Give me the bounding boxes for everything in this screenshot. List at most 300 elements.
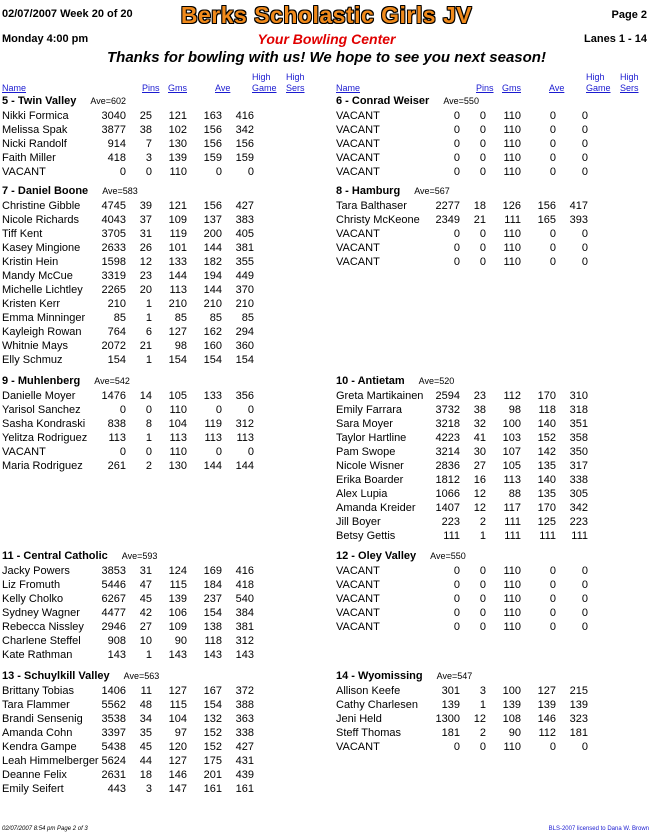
bowler-name: VACANT: [2, 166, 46, 178]
bowler-average: 117: [503, 502, 521, 514]
col-header-games: Gms: [502, 83, 521, 93]
bowler-high-series: 210: [235, 298, 254, 310]
bowler-games: 3: [145, 783, 152, 795]
bowler-average: 111: [504, 516, 521, 528]
col-header-games: Gms: [168, 83, 187, 93]
bowler-high-game: 170: [537, 390, 556, 402]
bowler-name: Pam Swope: [336, 446, 396, 458]
bowler-high-series: 384: [235, 607, 254, 619]
footer-license: BLS-2007 licensed to Dana W. Brown: [548, 826, 649, 832]
bowler-high-series: 0: [581, 593, 588, 605]
bowler-pins: 4477: [101, 607, 126, 619]
bowler-pins: 443: [107, 783, 126, 795]
bowler-name: Whitnie Mays: [2, 340, 69, 352]
bowler-row: [336, 123, 653, 137]
bowler-name: Greta Martikainen: [336, 390, 424, 402]
team-average: Ave=542: [94, 376, 130, 386]
bowler-average: 110: [503, 621, 521, 633]
bowler-row: [2, 740, 322, 754]
bowler-high-game: 237: [203, 593, 222, 605]
bowler-games: 0: [479, 124, 486, 136]
report-date-week: 02/07/2007 Week 20 of 20: [2, 8, 133, 20]
bowler-high-game: 161: [203, 783, 222, 795]
bowler-high-game: 138: [203, 621, 222, 633]
bowler-high-series: 0: [581, 741, 588, 753]
bowler-high-game: 135: [537, 460, 556, 472]
bowler-name: VACANT: [336, 593, 380, 605]
bowler-pins: 1407: [435, 502, 460, 514]
bowler-name: Allison Keefe: [336, 685, 401, 697]
bowler-average: 113: [169, 432, 187, 444]
team-header: [2, 375, 130, 387]
bowler-games: 26: [139, 242, 152, 254]
bowler-average: 105: [168, 390, 187, 402]
bowler-average: 120: [168, 741, 187, 753]
bowler-high-series: 363: [235, 713, 254, 725]
bowler-pins: 2946: [101, 621, 126, 633]
bowler-row: [336, 712, 653, 726]
bowler-games: 21: [473, 214, 486, 226]
bowler-average: 113: [503, 474, 521, 486]
bowler-row: [336, 241, 653, 255]
bowler-high-series: 427: [235, 741, 254, 753]
col-header-high-series: High: [286, 72, 305, 82]
col-header-name: Name: [2, 83, 27, 93]
bowler-high-series: 0: [581, 138, 588, 150]
bowler-name: VACANT: [336, 124, 380, 136]
bowler-pins: 5446: [101, 579, 126, 591]
bowler-high-game: 0: [549, 242, 556, 254]
bowler-row: [336, 592, 653, 606]
bowler-pins: 2072: [101, 340, 126, 352]
bowler-high-series: 294: [235, 326, 254, 338]
bowler-games: 2: [479, 727, 486, 739]
bowler-name: Maria Rodriguez: [2, 460, 83, 472]
bowler-row: [336, 684, 653, 698]
team-name: 13 - Schuylkill Valley: [2, 670, 110, 682]
bowler-pins: 3705: [101, 228, 126, 240]
bowler-row: [2, 578, 322, 592]
bowler-row: [2, 213, 322, 227]
bowler-row: [2, 768, 322, 782]
bowler-name: Tara Balthaser: [336, 200, 407, 212]
bowler-games: 1: [479, 530, 486, 542]
bowler-games: 38: [473, 404, 486, 416]
bowler-pins: 3397: [101, 727, 126, 739]
bowler-high-series: 416: [235, 565, 254, 577]
bowler-high-series: 139: [569, 699, 588, 711]
bowler-high-game: 152: [537, 432, 556, 444]
bowler-high-series: 383: [235, 214, 254, 226]
bowler-average: 110: [169, 166, 187, 178]
team-name: 6 - Conrad Weiser: [336, 95, 430, 107]
bowler-row: [2, 564, 322, 578]
bowler-average: 139: [502, 699, 521, 711]
bowler-name: Amanda Kreider: [336, 502, 416, 514]
bowler-games: 0: [479, 228, 486, 240]
bowler-high-game: 143: [203, 649, 222, 661]
team-header: [336, 95, 479, 107]
bowler-row: [2, 712, 322, 726]
bowler-average: 119: [169, 228, 187, 240]
bowler-row: [2, 137, 322, 151]
bowler-name: Steff Thomas: [336, 727, 402, 739]
bowler-row: [2, 109, 322, 123]
bowler-average: 110: [503, 256, 521, 268]
bowler-games: 0: [479, 166, 486, 178]
bowler-name: VACANT: [336, 110, 380, 122]
bowler-high-game: 152: [203, 741, 222, 753]
bowler-pins: 4745: [101, 200, 126, 212]
bowler-games: 7: [145, 138, 152, 150]
bowler-pins: 0: [453, 607, 460, 619]
bowler-average: 127: [168, 326, 187, 338]
bowler-games: 32: [473, 418, 486, 430]
bowler-high-series: 85: [241, 312, 254, 324]
bowler-name: VACANT: [336, 621, 380, 633]
bowler-games: 20: [139, 284, 152, 296]
bowler-high-series: 356: [235, 390, 254, 402]
bowler-name: Leah Himmelberger: [2, 755, 99, 767]
bowler-pins: 0: [453, 579, 460, 591]
bowler-games: 35: [139, 727, 152, 739]
bowler-games: 48: [139, 699, 152, 711]
bowler-row: [336, 199, 653, 213]
lanes-range: Lanes 1 - 14: [584, 33, 647, 45]
bowler-row: [336, 487, 653, 501]
bowler-pins: 113: [108, 432, 126, 444]
bowler-name: Liz Fromuth: [2, 579, 61, 591]
bowler-high-series: 0: [581, 579, 588, 591]
bowler-average: 90: [174, 635, 187, 647]
bowler-games: 37: [139, 214, 152, 226]
bowler-name: Michelle Lichtley: [2, 284, 83, 296]
bowler-pins: 181: [441, 727, 460, 739]
bowler-high-game: 210: [203, 298, 222, 310]
team-header: [2, 670, 159, 682]
bowler-games: 0: [479, 579, 486, 591]
bowler-row: [336, 459, 653, 473]
bowler-average: 110: [169, 404, 187, 416]
bowler-games: 14: [139, 390, 152, 402]
day-time: Monday 4:00 pm: [2, 33, 89, 45]
bowler-high-series: 388: [235, 699, 254, 711]
bowler-high-series: 358: [569, 432, 588, 444]
bowler-high-game: 159: [203, 152, 222, 164]
bowler-pins: 3040: [101, 110, 126, 122]
bowler-row: [336, 445, 653, 459]
bowler-games: 27: [473, 460, 486, 472]
bowler-average: 109: [168, 621, 187, 633]
bowler-high-series: 405: [235, 228, 254, 240]
bowler-name: VACANT: [336, 565, 380, 577]
bowler-high-game: 119: [204, 418, 222, 430]
bowler-pins: 4043: [101, 214, 126, 226]
bowler-high-series: 113: [236, 432, 254, 444]
bowler-high-game: 0: [549, 621, 556, 633]
bowler-high-series: 0: [581, 152, 588, 164]
bowler-games: 31: [139, 565, 152, 577]
bowler-games: 0: [145, 166, 152, 178]
bowler-games: 0: [479, 593, 486, 605]
bowler-high-series: 0: [247, 404, 254, 416]
col-header-high-game: Game: [252, 83, 277, 93]
bowler-name: VACANT: [336, 166, 380, 178]
bowler-games: 1: [145, 649, 152, 661]
bowler-pins: 0: [453, 124, 460, 136]
bowler-high-series: 317: [569, 460, 588, 472]
bowler-pins: 2349: [435, 214, 460, 226]
bowler-high-game: 127: [537, 685, 556, 697]
bowler-games: 0: [479, 152, 486, 164]
col-header-average: Ave: [549, 83, 565, 93]
bowler-high-game: 156: [537, 200, 556, 212]
bowler-high-game: 118: [204, 635, 222, 647]
bowler-average: 112: [503, 390, 521, 402]
col-header-pins: Pins: [142, 83, 160, 93]
bowler-row: [2, 389, 322, 403]
bowler-row: [336, 606, 653, 620]
bowler-high-series: 143: [235, 649, 254, 661]
bowler-row: [2, 431, 322, 445]
bowler-high-game: 163: [203, 110, 222, 122]
bowler-high-series: 350: [569, 446, 588, 458]
bowler-average: 124: [168, 565, 187, 577]
bowler-high-game: 182: [203, 256, 222, 268]
col-header-high-series: Sers: [286, 83, 305, 93]
team-average: Ave=583: [102, 186, 138, 196]
bowler-high-game: 0: [549, 228, 556, 240]
bowler-name: Cathy Charlesen: [336, 699, 418, 711]
bowler-name: Sara Moyer: [336, 418, 393, 430]
bowler-high-game: 0: [549, 607, 556, 619]
bowler-pins: 301: [441, 685, 460, 697]
bowler-pins: 838: [107, 418, 126, 430]
bowler-pins: 143: [107, 649, 126, 661]
bowler-high-series: 156: [235, 138, 254, 150]
bowler-pins: 111: [443, 530, 460, 542]
bowler-name: Kendra Gampe: [2, 741, 77, 753]
bowler-games: 42: [139, 607, 152, 619]
bowler-games: 12: [473, 713, 486, 725]
team-header: [2, 185, 138, 197]
bowler-high-game: 135: [537, 488, 556, 500]
bowler-row: [2, 754, 322, 768]
bowler-name: Nicole Wisner: [336, 460, 404, 472]
bowler-row: [2, 634, 322, 648]
bowler-high-game: 154: [203, 607, 222, 619]
bowler-high-game: 152: [203, 727, 222, 739]
bowler-high-game: 112: [538, 727, 556, 739]
bowler-pins: 0: [453, 565, 460, 577]
bowler-high-series: 312: [235, 635, 254, 647]
bowler-high-series: 417: [569, 200, 588, 212]
bowler-high-series: 154: [235, 354, 254, 366]
bowler-name: Kelly Cholko: [2, 593, 64, 605]
bowler-average: 146: [168, 769, 187, 781]
bowler-high-series: 393: [569, 214, 588, 226]
bowler-name: Alex Lupia: [336, 488, 388, 500]
bowler-row: [2, 698, 322, 712]
bowler-pins: 210: [107, 298, 126, 310]
bowler-name: Betsy Gettis: [336, 530, 396, 542]
bowler-high-series: 338: [569, 474, 588, 486]
bowler-average: 110: [503, 565, 521, 577]
bowler-games: 0: [479, 242, 486, 254]
bowler-average: 133: [168, 256, 187, 268]
bowler-name: Emily Seifert: [2, 783, 64, 795]
bowler-high-game: 184: [203, 579, 222, 591]
bowler-high-series: 0: [581, 124, 588, 136]
bowler-high-game: 169: [203, 565, 222, 577]
bowler-games: 38: [139, 124, 152, 136]
bowler-high-series: 0: [581, 110, 588, 122]
team-name: 8 - Hamburg: [336, 185, 401, 197]
bowler-games: 12: [139, 256, 152, 268]
bowler-row: [336, 740, 653, 754]
bowler-games: 3: [145, 152, 152, 164]
bowler-average: 144: [168, 270, 187, 282]
bowler-games: 23: [473, 390, 486, 402]
bowler-name: Christine Gibble: [2, 200, 81, 212]
bowler-high-game: 146: [537, 713, 556, 725]
bowler-high-series: 370: [235, 284, 254, 296]
bowler-name: Taylor Hartline: [336, 432, 407, 444]
bowler-games: 12: [473, 502, 486, 514]
bowler-games: 45: [139, 741, 152, 753]
bowler-row: [336, 564, 653, 578]
bowler-games: 0: [479, 565, 486, 577]
bowler-high-series: 351: [569, 418, 588, 430]
bowler-name: VACANT: [336, 607, 380, 619]
bowler-high-series: 0: [581, 242, 588, 254]
bowler-games: 16: [473, 474, 486, 486]
bowler-games: 2: [479, 516, 486, 528]
bowler-games: 45: [139, 593, 152, 605]
bowler-name: Deanne Felix: [2, 769, 67, 781]
bowler-name: VACANT: [336, 741, 380, 753]
team-average: Ave=547: [436, 671, 473, 681]
team-average: Ave=602: [90, 96, 127, 106]
bowler-games: 0: [479, 741, 486, 753]
bowler-pins: 1066: [435, 488, 460, 500]
bowler-row: [2, 684, 322, 698]
bowler-name: Erika Boarder: [336, 474, 404, 486]
bowler-average: 103: [502, 432, 521, 444]
bowler-games: 2: [145, 460, 152, 472]
bowler-average: 102: [168, 124, 187, 136]
bowler-average: 147: [168, 783, 187, 795]
bowler-pins: 85: [113, 312, 126, 324]
bowler-games: 39: [139, 200, 152, 212]
bowler-row: [2, 269, 322, 283]
bowler-pins: 0: [453, 138, 460, 150]
col-header-high-game: High: [252, 72, 271, 82]
col-header-high-series: High: [620, 72, 639, 82]
bowler-high-game: 85: [209, 312, 222, 324]
bowler-high-game: 0: [215, 404, 222, 416]
bowler-high-game: 111: [539, 530, 556, 542]
bowler-games: 0: [479, 138, 486, 150]
bowler-high-series: 381: [235, 242, 254, 254]
bowler-pins: 4223: [435, 432, 460, 444]
bowler-row: [2, 620, 322, 634]
bowler-row: [2, 648, 322, 662]
team-average: Ave=563: [123, 671, 160, 681]
bowler-name: Sasha Kondraski: [2, 418, 86, 430]
bowler-high-series: 418: [235, 579, 254, 591]
bowler-average: 110: [503, 741, 521, 753]
bowler-high-game: 118: [538, 404, 556, 416]
bowler-high-game: 0: [549, 110, 556, 122]
bowler-high-series: 0: [581, 228, 588, 240]
bowler-pins: 3319: [101, 270, 126, 282]
bowler-games: 34: [139, 713, 152, 725]
bowler-pins: 0: [453, 242, 460, 254]
team-average: Ave=593: [121, 551, 158, 561]
bowler-high-series: 111: [571, 530, 588, 542]
bowler-high-game: 137: [203, 214, 222, 226]
team-header: [2, 95, 126, 107]
bowler-high-series: 0: [581, 621, 588, 633]
bowler-pins: 6267: [101, 593, 126, 605]
bowler-name: Elly Schmuz: [2, 354, 63, 366]
col-header-high-series: Sers: [620, 83, 639, 93]
col-header-average: Ave: [215, 83, 231, 93]
bowler-high-game: 133: [203, 390, 222, 402]
bowler-row: [2, 255, 322, 269]
bowler-name: Mandy McCue: [2, 270, 73, 282]
team-average: Ave=567: [414, 186, 450, 196]
bowler-average: 88: [508, 488, 521, 500]
bowler-pins: 0: [453, 256, 460, 268]
bowler-games: 27: [139, 621, 152, 633]
bowler-average: 108: [502, 713, 521, 725]
bowler-average: 97: [174, 727, 187, 739]
bowler-average: 126: [502, 200, 521, 212]
bowler-average: 110: [503, 579, 521, 591]
bowler-high-series: 215: [569, 685, 588, 697]
bowler-average: 130: [168, 138, 187, 150]
bowler-high-series: 318: [569, 404, 588, 416]
bowler-name: Brandi Sensenig: [2, 713, 83, 725]
bowler-row: [2, 199, 322, 213]
bowler-high-series: 0: [581, 256, 588, 268]
bowler-name: Nicki Randolf: [2, 138, 67, 150]
bowler-pins: 0: [453, 166, 460, 178]
bowler-high-series: 0: [581, 607, 588, 619]
bowler-row: [336, 227, 653, 241]
bowler-high-game: 0: [549, 166, 556, 178]
bowler-row: [336, 515, 653, 529]
bowler-high-series: 449: [235, 270, 254, 282]
bowler-row: [336, 213, 653, 227]
bowler-name: Charlene Steffel: [2, 635, 81, 647]
bowler-name: Danielle Moyer: [2, 390, 76, 402]
bowler-high-game: 139: [537, 699, 556, 711]
bowler-high-series: 144: [235, 460, 254, 472]
bowler-high-series: 159: [235, 152, 254, 164]
bowler-games: 0: [479, 110, 486, 122]
bowler-games: 0: [145, 446, 152, 458]
bowler-row: [336, 151, 653, 165]
team-header: [336, 375, 454, 387]
team-name: 9 - Muhlenberg: [2, 375, 81, 387]
bowler-average: 110: [503, 110, 521, 122]
bowler-games: 1: [145, 354, 152, 366]
bowler-average: 115: [169, 699, 187, 711]
bowler-row: [2, 241, 322, 255]
